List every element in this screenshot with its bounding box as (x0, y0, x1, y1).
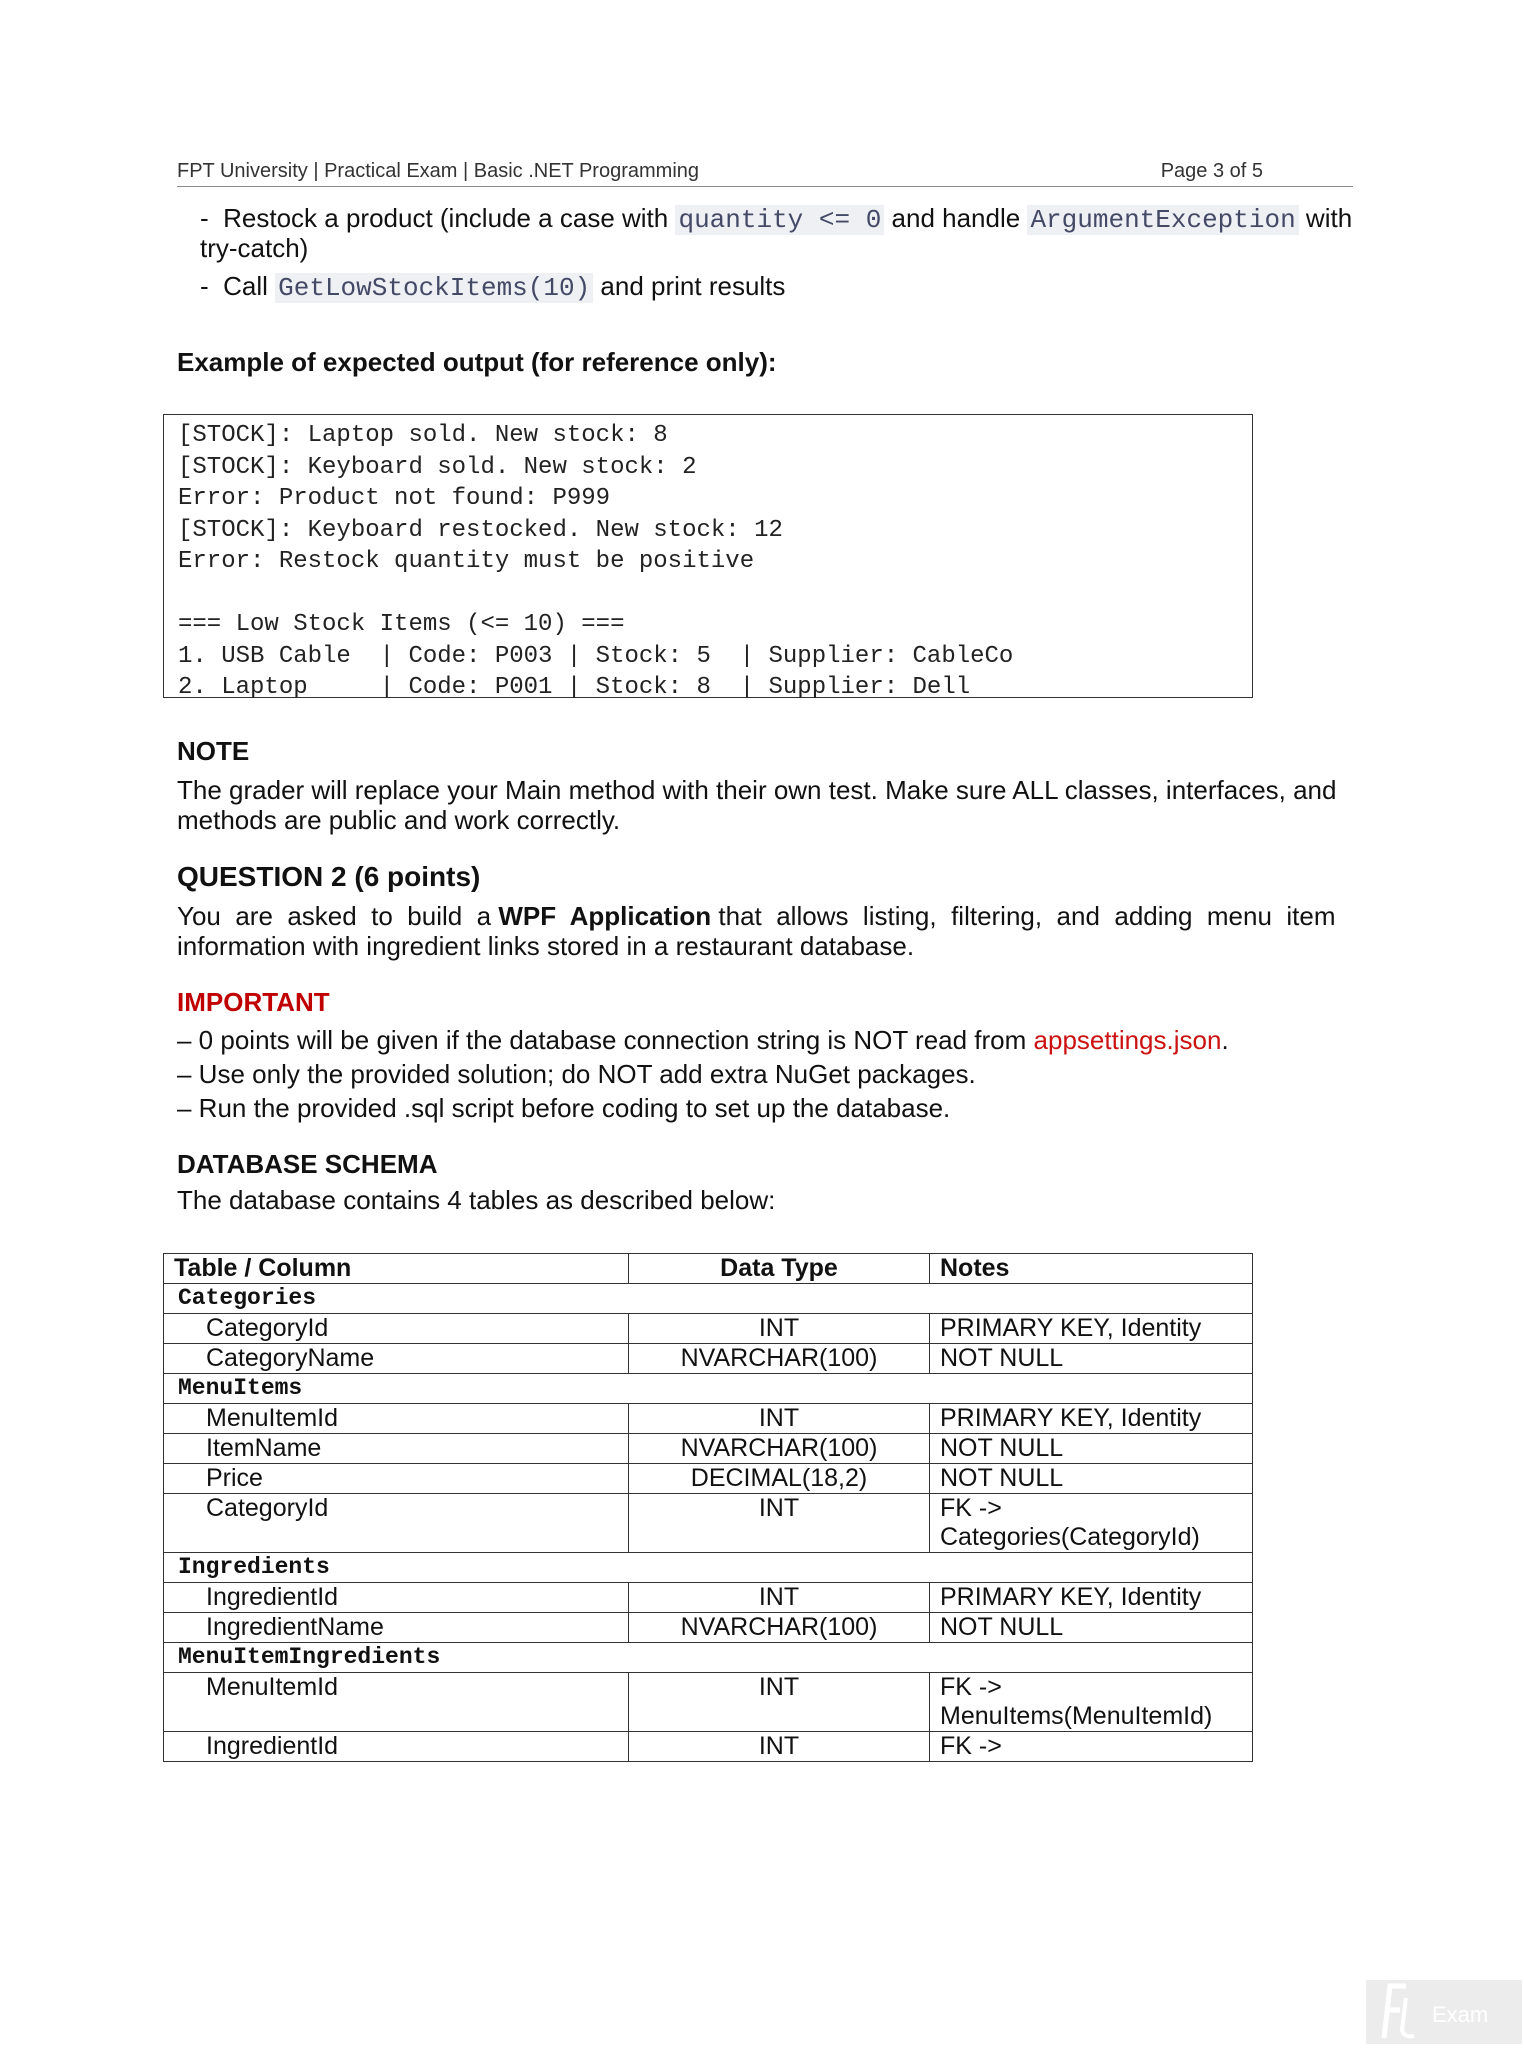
watermark-logo (1366, 1980, 1522, 2044)
console-line: [STOCK]: Keyboard sold. New stock: 2 (178, 453, 697, 481)
question-line-1: You are asked to build a WPF Application that allows listing, filtering, and adding menu item (177, 901, 1336, 931)
important-item-1: – 0 points will be given if the database connection string is NOT read from appsettings.json. (177, 1025, 1229, 1055)
table-header-row (164, 1254, 1253, 1284)
note-line-1: The grader will replace your Main method with their own test. Make sure ALL classes, interfaces, and (177, 775, 1337, 805)
table-row: ItemName NVARCHAR(100) NOT NULL (164, 1434, 1253, 1464)
header-cell: Data Type (629, 1254, 930, 1284)
console-output (163, 414, 1253, 701)
console-line: 2. Laptop | Code: P001 | Stock: 8 | Supplier: Dell (178, 674, 971, 701)
table-row: Price DECIMAL(18,2) NOT NULL (164, 1464, 1253, 1494)
table-group-row: Ingredients (164, 1553, 1253, 1583)
header-cell: Notes (930, 1254, 1253, 1284)
console-line: Error: Product not found: P999 (178, 485, 611, 512)
table-row: CategoryId INT FK -> Categories(CategoryId) (164, 1494, 1253, 1553)
schema-table (163, 1253, 1253, 1762)
important-item-2: – Use only the provided solution; do NOT add extra NuGet packages. (177, 1059, 976, 1089)
table-group-row: MenuItems (164, 1374, 1253, 1404)
console-line: === Low Stock Items (<= 10) === (178, 611, 625, 638)
bullet-lowstock: - Call GetLowStockItems(10) and print results (200, 271, 786, 303)
fu-exam-logo-icon (1366, 1980, 1522, 2044)
schema-desc: The database contains 4 tables as described below: (177, 1185, 776, 1215)
table-row: CategoryId INT PRIMARY KEY, Identity (164, 1314, 1253, 1344)
table-row: IngredientId INT PRIMARY KEY, Identity (164, 1583, 1253, 1613)
table-row: IngredientId INT FK -> (164, 1732, 1253, 1762)
console-line: Error: Restock quantity must be positive (178, 548, 755, 575)
code-getlowstock: GetLowStockItems(10) (275, 273, 593, 303)
console-line (178, 578, 1252, 610)
bullet-restock-line2: try-catch) (200, 233, 309, 263)
note-title: NOTE (177, 736, 250, 766)
table-row: CategoryName NVARCHAR(100) NOT NULL (164, 1344, 1253, 1374)
table-row: MenuItemId INT FK -> MenuItems(MenuItemId) (164, 1673, 1253, 1732)
table-group-row: Categories (164, 1284, 1253, 1314)
console-line: 1. USB Cable | Code: P003 | Stock: 5 | Supplier: CableCo (178, 642, 1014, 670)
code-argument-exception: ArgumentException (1027, 205, 1298, 235)
code-quantity: quantity <= 0 (675, 205, 884, 235)
page-header (177, 156, 1353, 187)
table-group-row: MenuItemIngredients (164, 1643, 1253, 1673)
table-row: IngredientName NVARCHAR(100) NOT NULL (164, 1613, 1253, 1643)
page-number: Page 3 of 5 (1160, 160, 1263, 182)
schema-title: DATABASE SCHEMA (177, 1149, 438, 1179)
header-left-text: FPT University | Practical Exam | Basic .NET Programming (177, 160, 700, 182)
svg-text:Exam: Exam (1432, 2002, 1489, 2027)
bullet-restock: - Restock a product (include a case with quantity <= 0 and handle ArgumentException with (200, 203, 1353, 235)
header-cell: Table / Column (164, 1254, 629, 1284)
console-line: [STOCK]: Laptop sold. New stock: 8 (178, 422, 668, 449)
question-title: QUESTION 2 (6 points) (177, 861, 481, 892)
note-line-2: methods are public and work correctly. (177, 805, 621, 835)
table-row: MenuItemId INT PRIMARY KEY, Identity (164, 1404, 1253, 1434)
console-line: [STOCK]: Keyboard restocked. New stock: 12 (178, 516, 783, 544)
appsettings-link: appsettings.json (1033, 1025, 1222, 1055)
example-heading: Example of expected output (for reference only): (177, 347, 777, 377)
question-line-2: information with ingredient links stored in a restaurant database. (177, 931, 915, 961)
important-title: IMPORTANT (177, 987, 330, 1017)
important-item-3: – Run the provided .sql script before coding to set up the database. (177, 1093, 951, 1123)
